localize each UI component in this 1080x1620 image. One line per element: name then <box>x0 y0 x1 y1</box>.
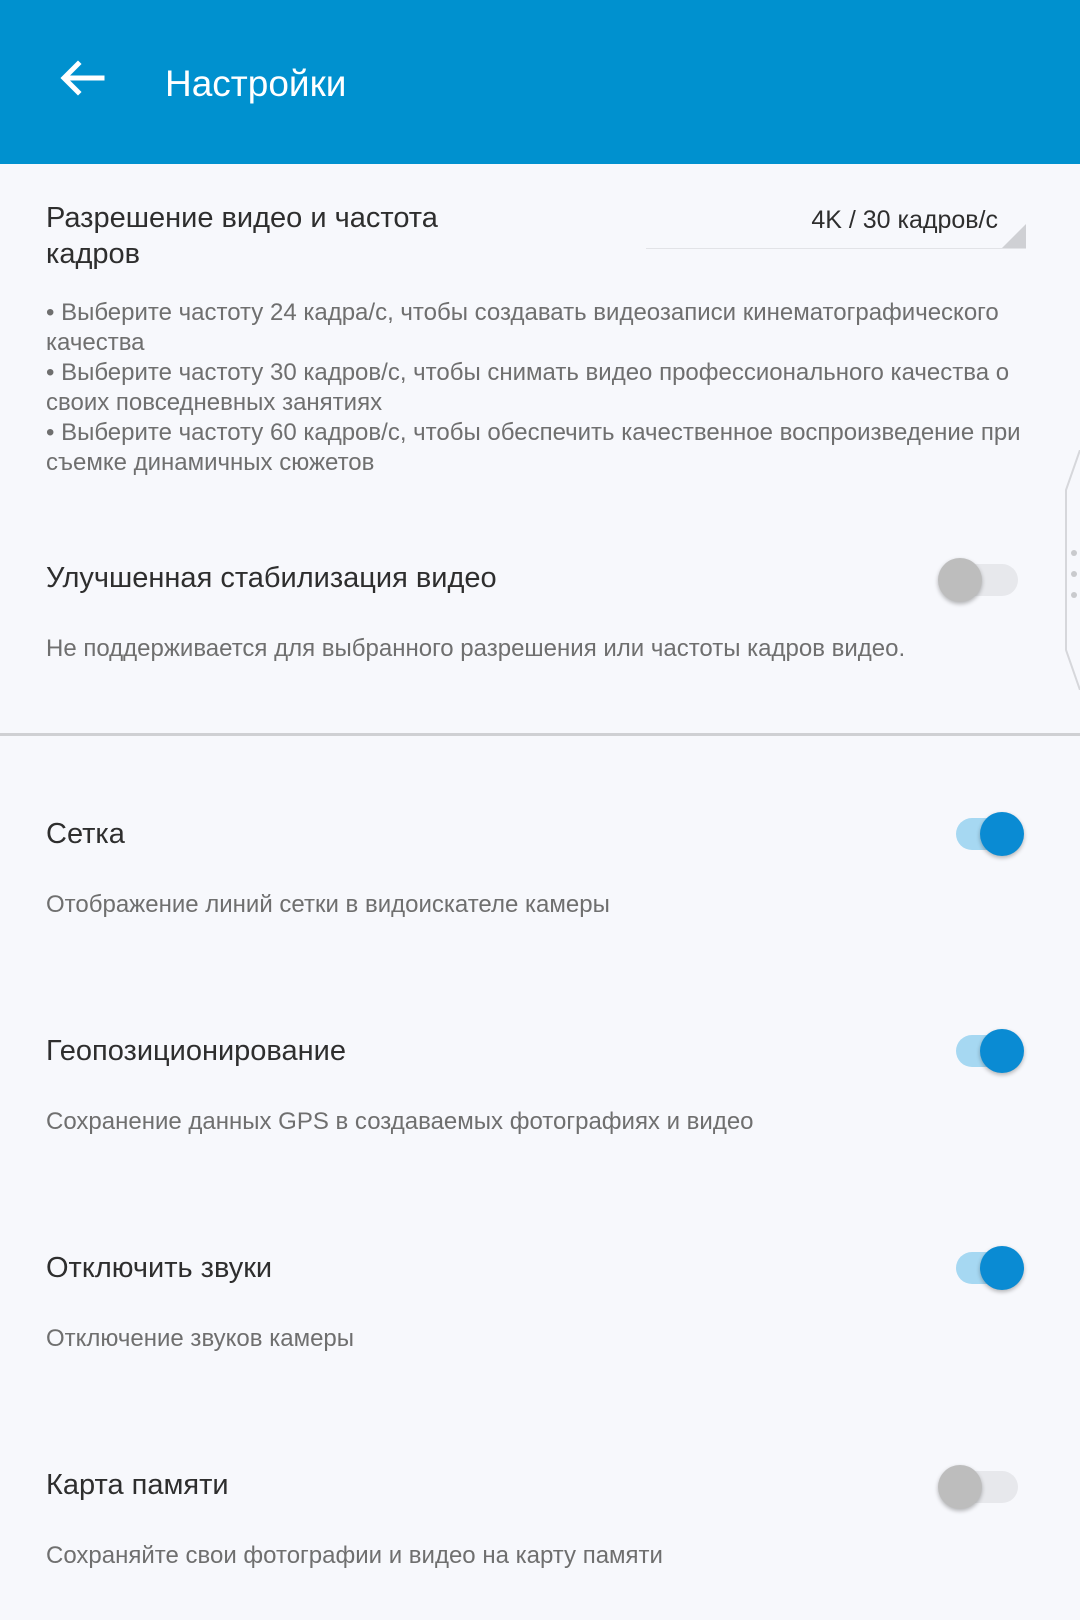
video-resolution-label: Разрешение видео и частота кадров <box>46 202 438 270</box>
sd-card-toggle[interactable] <box>936 1461 1028 1513</box>
stabilization-label: Улучшенная стабилизация видео <box>46 562 497 594</box>
geotag-description: Сохранение данных GPS в создаваемых фотографиях и видео <box>46 1108 754 1135</box>
mute-sounds-label: Отключить звуки <box>46 1252 273 1284</box>
grid-description: Отображение линий сетки в видоискателе камеры <box>46 891 610 918</box>
sd-card-description: Сохраняйте свои фотографии и видео на карту памяти <box>46 1542 663 1569</box>
video-resolution-value: 4K / 30 кадров/с <box>811 206 998 234</box>
frame-rate-tip-60: • Выберите частоту 60 кадров/с, чтобы обеспечить качественное воспроизведение при съемке динамичных сюжетов <box>46 419 1021 476</box>
video-resolution-dropdown[interactable] <box>646 200 1026 249</box>
video-resolution-description <box>46 298 1026 478</box>
mute-sounds-description: Отключение звуков камеры <box>46 1325 355 1352</box>
toggle-knob <box>980 1029 1024 1073</box>
section-divider <box>0 733 1080 736</box>
geotag-toggle[interactable] <box>936 1025 1028 1077</box>
app-bar <box>0 0 1080 164</box>
page-title: Настройки <box>165 63 347 104</box>
stabilization-toggle[interactable] <box>936 554 1028 606</box>
toggle-knob <box>938 558 982 602</box>
stabilization-description: Не поддерживается для выбранного разрешения или частоты кадров видео. <box>46 635 906 662</box>
grid-toggle[interactable] <box>936 808 1028 860</box>
toggle-knob <box>980 812 1024 856</box>
frame-rate-tip-30: • Выберите частоту 30 кадров/с, чтобы снимать видео профессионального качества о своих повседневных занятиях <box>46 359 1010 416</box>
geotag-label: Геопозиционирование <box>46 1035 346 1067</box>
toggle-knob <box>980 1246 1024 1290</box>
sd-card-label: Карта памяти <box>46 1469 229 1501</box>
mute-sounds-toggle[interactable] <box>936 1242 1028 1294</box>
dropdown-caret-icon <box>1002 224 1026 248</box>
toggle-knob <box>938 1465 982 1509</box>
edge-panel-handle-icon[interactable] <box>1062 450 1080 690</box>
grid-label: Сетка <box>46 818 125 850</box>
frame-rate-tip-24: • Выберите частоту 24 кадра/с, чтобы создавать видеозаписи кинематографического качества <box>46 299 999 356</box>
arrow-back-icon[interactable] <box>58 58 106 98</box>
